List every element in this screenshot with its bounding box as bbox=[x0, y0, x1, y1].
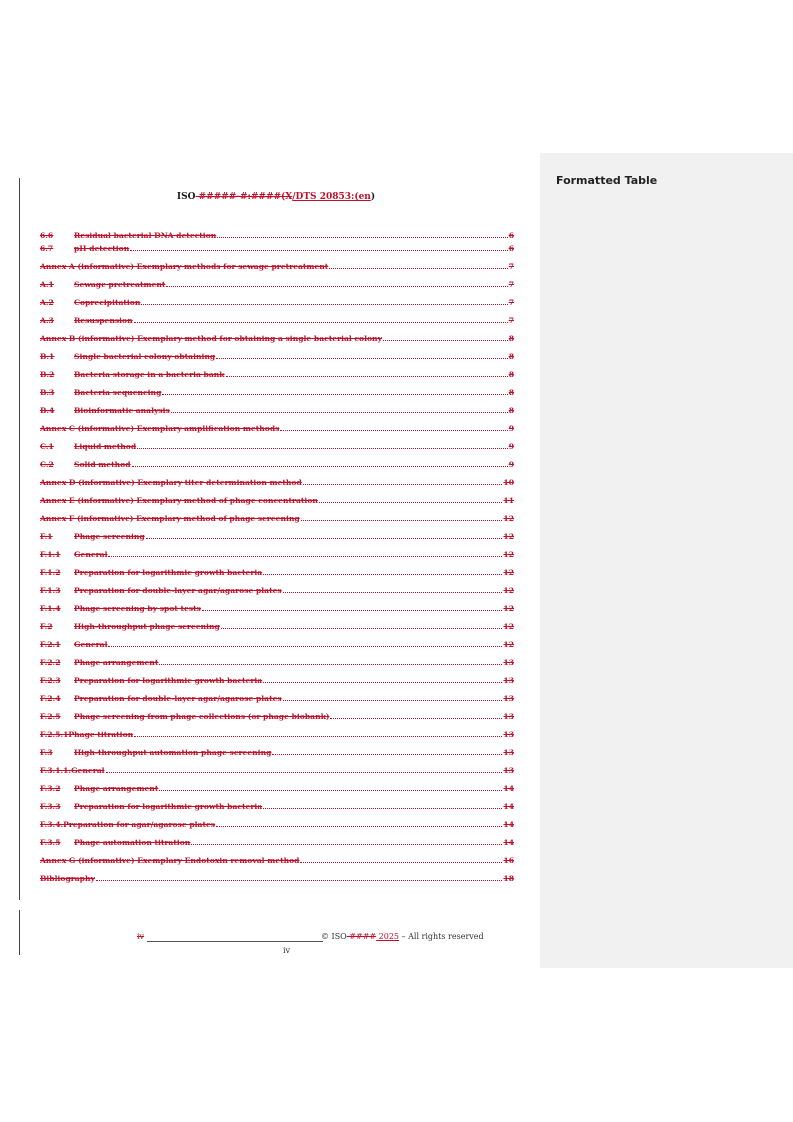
header-suffix: ) bbox=[370, 192, 376, 202]
toc-entry[interactable] bbox=[40, 388, 514, 397]
toc-entry[interactable] bbox=[40, 730, 514, 739]
toc-leader bbox=[216, 826, 502, 827]
toc-page-number: 11 bbox=[503, 496, 514, 505]
toc-page-number: 7 bbox=[508, 316, 514, 325]
toc-leader bbox=[134, 322, 508, 323]
toc-page-number: 9 bbox=[508, 442, 514, 451]
header-deleted: #####-#:####(X bbox=[195, 192, 293, 202]
toc-number: F.3.2 bbox=[40, 784, 61, 793]
toc-leader bbox=[329, 268, 507, 269]
toc-number: A.2 bbox=[40, 298, 54, 307]
toc-entry[interactable] bbox=[40, 784, 514, 793]
toc-title: Bibliography bbox=[40, 874, 95, 883]
toc-leader bbox=[383, 340, 508, 341]
toc-title: Annex B (informative) Exemplary method for obtaining a single bacterial colony bbox=[40, 334, 382, 343]
toc-title: Annex G (informative) Exemplary Endotoxin removal method bbox=[40, 856, 300, 865]
toc-number: F.2.5 bbox=[40, 712, 61, 721]
toc-leader bbox=[319, 502, 503, 503]
toc-page-number: 13 bbox=[503, 658, 514, 667]
toc-entry[interactable] bbox=[40, 802, 514, 811]
toc-number: F.1.3 bbox=[40, 586, 61, 595]
toc-title: Phage screening by spot tests bbox=[74, 604, 201, 613]
toc-title: Coprecipitation bbox=[74, 298, 141, 307]
toc-page-number: 13 bbox=[503, 766, 514, 775]
toc-number: F.3.5 bbox=[40, 838, 61, 847]
toc-leader bbox=[202, 610, 502, 611]
toc-page-number: 8 bbox=[508, 370, 514, 379]
toc-title: Preparation for double-layer agar/agarose plates bbox=[74, 586, 282, 595]
toc-entry[interactable] bbox=[40, 622, 514, 631]
toc-leader bbox=[137, 448, 508, 449]
toc-title: Preparation for agar/agarose plates bbox=[63, 820, 216, 829]
toc-page-number: 14 bbox=[503, 784, 514, 793]
toc-entry[interactable] bbox=[40, 838, 514, 847]
toc-page-number: 12 bbox=[503, 586, 514, 595]
toc-page-number: 12 bbox=[503, 568, 514, 577]
footer-copyright: © ISO #### 2025 – All rights reserved bbox=[321, 932, 484, 941]
toc-page-number: 8 bbox=[508, 352, 514, 361]
toc-leader bbox=[263, 682, 502, 683]
toc-page-number: 13 bbox=[503, 712, 514, 721]
toc-title: Phage titration bbox=[68, 730, 134, 739]
toc-number: F.3.4. bbox=[40, 820, 64, 829]
toc-leader bbox=[263, 808, 502, 809]
toc-number: F.3 bbox=[40, 748, 53, 757]
toc-title: Bioinformatic analysis bbox=[74, 406, 170, 415]
toc-page-number: 18 bbox=[503, 874, 514, 883]
footer-page-number: iv bbox=[283, 946, 291, 955]
toc-entry[interactable] bbox=[40, 298, 514, 307]
toc-title: Solid method bbox=[74, 460, 131, 469]
toc-title: Preparation for logarithmic growth bacteria bbox=[74, 676, 263, 685]
toc-number: 6.6 bbox=[40, 231, 54, 240]
toc-leader bbox=[191, 844, 502, 845]
toc-page-number: 13 bbox=[503, 676, 514, 685]
toc-title: pH detection bbox=[74, 244, 130, 253]
toc-entry[interactable] bbox=[40, 532, 514, 541]
footer-rule bbox=[147, 941, 323, 942]
toc-title: High-throughput phage screening bbox=[74, 622, 220, 631]
toc-page-number: 9 bbox=[508, 424, 514, 433]
footer-left-page: iv bbox=[137, 932, 145, 941]
toc-entry[interactable] bbox=[40, 568, 514, 577]
toc-page-number: 12 bbox=[503, 640, 514, 649]
toc-page-number: 6 bbox=[508, 244, 514, 253]
toc-number: C.2 bbox=[40, 460, 54, 469]
toc-entry[interactable] bbox=[40, 460, 514, 469]
toc-page-number: 14 bbox=[503, 802, 514, 811]
toc-leader bbox=[301, 520, 503, 521]
toc-leader bbox=[300, 862, 502, 863]
toc-number: F.3.1.1. bbox=[40, 766, 72, 775]
toc-leader bbox=[134, 736, 502, 737]
toc-number: F.2 bbox=[40, 622, 53, 631]
toc-number: F.2.1 bbox=[40, 640, 61, 649]
toc-leader bbox=[283, 700, 503, 701]
toc-number: C.1 bbox=[40, 442, 54, 451]
toc-leader bbox=[141, 304, 507, 305]
comment-label: Formatted Table bbox=[556, 174, 658, 187]
toc-entry[interactable] bbox=[40, 604, 514, 613]
toc-number: F.1.2 bbox=[40, 568, 61, 577]
toc-number: F.1 bbox=[40, 532, 53, 541]
toc-entry[interactable] bbox=[40, 316, 514, 325]
toc-title: Residual bacterial DNA detection bbox=[74, 231, 217, 240]
toc-entry[interactable] bbox=[40, 406, 514, 415]
toc-leader bbox=[216, 358, 507, 359]
toc-leader bbox=[330, 718, 502, 719]
toc-leader bbox=[171, 412, 508, 413]
toc-entry[interactable] bbox=[40, 712, 514, 721]
toc-entry[interactable] bbox=[40, 640, 514, 649]
toc-page-number: 12 bbox=[503, 604, 514, 613]
toc-title: Phage arrangement bbox=[74, 784, 159, 793]
toc-page-number: 12 bbox=[503, 514, 514, 523]
toc-leader bbox=[96, 880, 503, 881]
toc-title: Annex D (informative) Exemplary titer determination method bbox=[40, 478, 302, 487]
toc-page-number: 12 bbox=[503, 550, 514, 559]
toc-entry[interactable] bbox=[40, 820, 514, 829]
toc-title: Phage arrangement bbox=[74, 658, 159, 667]
toc-page-number: 13 bbox=[503, 730, 514, 739]
toc-entry[interactable] bbox=[40, 676, 514, 685]
toc-title: Bacteria storage in a bacteria bank bbox=[74, 370, 225, 379]
toc-leader bbox=[280, 430, 507, 431]
toc-leader bbox=[263, 574, 502, 575]
toc-page-number: 12 bbox=[503, 532, 514, 541]
toc-entry[interactable] bbox=[40, 280, 514, 289]
toc-number: F.2.4 bbox=[40, 694, 61, 703]
toc-title: Preparation for logarithmic growth bacteria bbox=[74, 802, 263, 811]
toc-page-number: 8 bbox=[508, 334, 514, 343]
toc-page-number: 13 bbox=[503, 748, 514, 757]
toc-entry[interactable] bbox=[40, 766, 514, 775]
toc-leader bbox=[221, 628, 503, 629]
toc-leader bbox=[146, 538, 503, 539]
toc-page-number: 16 bbox=[503, 856, 514, 865]
toc-page-number: 13 bbox=[503, 694, 514, 703]
toc-number: B.3 bbox=[40, 388, 55, 397]
toc-title: Annex A (informative) Exemplary methods for sewage pretreatment bbox=[40, 262, 329, 271]
toc-title: General bbox=[74, 640, 108, 649]
change-bar-bottom bbox=[19, 910, 20, 955]
toc-title: General bbox=[71, 766, 105, 775]
toc-leader bbox=[132, 466, 508, 467]
toc-leader bbox=[226, 376, 508, 377]
toc-number: F.1.4 bbox=[40, 604, 61, 613]
toc-entry[interactable] bbox=[40, 748, 514, 757]
toc-title: Annex F (informative) Exemplary method of phage screening bbox=[40, 514, 300, 523]
toc-title: Sewage pretreatment bbox=[74, 280, 166, 289]
toc-entry[interactable] bbox=[40, 424, 514, 433]
toc-leader bbox=[162, 394, 507, 395]
toc-page-number: 14 bbox=[503, 838, 514, 847]
toc-entry[interactable] bbox=[40, 231, 514, 240]
toc-number: B.2 bbox=[40, 370, 55, 379]
toc-entry[interactable] bbox=[40, 478, 514, 487]
toc-leader bbox=[166, 286, 507, 287]
toc-leader bbox=[159, 664, 502, 665]
toc-leader bbox=[106, 772, 503, 773]
toc-entry[interactable] bbox=[40, 874, 514, 883]
toc-page-number: 12 bbox=[503, 622, 514, 631]
toc-number: B.1 bbox=[40, 352, 55, 361]
toc-leader bbox=[108, 646, 502, 647]
toc-number: 6.7 bbox=[40, 244, 54, 253]
toc-entry[interactable] bbox=[40, 244, 514, 253]
toc-entry[interactable] bbox=[40, 586, 514, 595]
toc-title: Single bacterial colony obtaining bbox=[74, 352, 216, 361]
toc-page-number: 10 bbox=[503, 478, 514, 487]
toc-entry[interactable] bbox=[40, 262, 514, 271]
toc-entry[interactable] bbox=[40, 370, 514, 379]
toc-page-number: 8 bbox=[508, 406, 514, 415]
toc-page-number: 8 bbox=[508, 388, 514, 397]
toc-title: Phage screening from phage collections (or phage biobank) bbox=[74, 712, 330, 721]
toc-entry[interactable] bbox=[40, 496, 514, 505]
toc-entry[interactable] bbox=[40, 550, 514, 559]
toc-leader bbox=[303, 484, 503, 485]
toc-page-number: 14 bbox=[503, 820, 514, 829]
toc-title: Phage screening bbox=[74, 532, 145, 541]
toc-leader bbox=[272, 754, 502, 755]
toc-title: Preparation for double-layer agar/agarose plates bbox=[74, 694, 282, 703]
toc-entry[interactable] bbox=[40, 352, 514, 361]
toc-title: Bacteria sequencing bbox=[74, 388, 162, 397]
toc-entry[interactable] bbox=[40, 694, 514, 703]
toc-title: Resuspension bbox=[74, 316, 133, 325]
toc-page-number: 9 bbox=[508, 460, 514, 469]
toc-number: F.1.1 bbox=[40, 550, 61, 559]
header-inserted: /DTS 20853:(en bbox=[292, 192, 371, 202]
header-prefix: ISO bbox=[176, 192, 196, 202]
toc-title: Preparation for logarithmic growth bacteria bbox=[74, 568, 263, 577]
toc-number: A.1 bbox=[40, 280, 54, 289]
comment-pane bbox=[540, 153, 793, 968]
toc-leader bbox=[217, 237, 507, 238]
toc-number: F.2.5.1 bbox=[40, 730, 69, 739]
toc-page-number: 7 bbox=[508, 280, 514, 289]
toc-leader bbox=[283, 592, 503, 593]
toc-entry[interactable] bbox=[40, 334, 514, 343]
toc-leader bbox=[159, 790, 502, 791]
toc-title: High-throughput automation phage screening bbox=[74, 748, 272, 757]
toc-title: Phage automation titration bbox=[74, 838, 191, 847]
toc-title: General bbox=[74, 550, 108, 559]
toc-number: B.4 bbox=[40, 406, 55, 415]
toc-leader bbox=[130, 250, 507, 251]
toc-leader bbox=[108, 556, 502, 557]
toc-entry[interactable] bbox=[40, 658, 514, 667]
toc-entry[interactable] bbox=[40, 514, 514, 523]
toc-title: Annex E (informative) Exemplary method of phage concentration bbox=[40, 496, 318, 505]
toc-number: F.2.3 bbox=[40, 676, 61, 685]
toc-number: F.2.2 bbox=[40, 658, 61, 667]
toc-number: F.3.3 bbox=[40, 802, 61, 811]
toc-title: Liquid method bbox=[74, 442, 137, 451]
toc-number: A.3 bbox=[40, 316, 54, 325]
document-header bbox=[40, 192, 512, 202]
toc-page-number: 7 bbox=[508, 262, 514, 271]
toc-page-number: 6 bbox=[508, 231, 514, 240]
toc-entry[interactable] bbox=[40, 442, 514, 451]
change-bar-top bbox=[19, 178, 20, 900]
toc-page-number: 7 bbox=[508, 298, 514, 307]
toc-entry[interactable] bbox=[40, 856, 514, 865]
toc-title: Annex C (informative) Exemplary amplification methods bbox=[40, 424, 280, 433]
